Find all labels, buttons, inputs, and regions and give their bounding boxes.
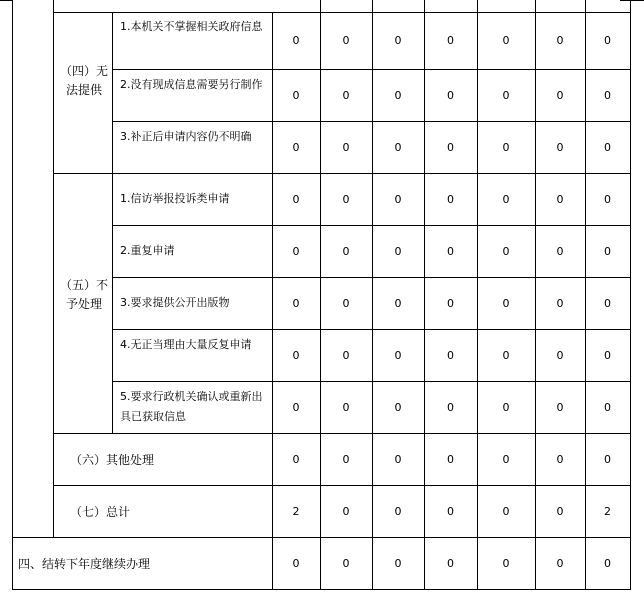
value-cell: 0 <box>604 88 611 102</box>
value-cell: 0 <box>394 452 402 466</box>
value-cell: 0 <box>447 504 454 518</box>
value-cell: 0 <box>394 34 402 47</box>
grid-line <box>477 0 478 590</box>
value-cell: 0 <box>447 192 454 206</box>
value-cell: 0 <box>556 88 564 102</box>
value-cell: 0 <box>556 504 564 518</box>
value-cell: 0 <box>394 348 402 362</box>
value-cell: 0 <box>447 348 454 362</box>
group-4-label-text: （四）无法提供 <box>59 64 108 97</box>
value-cell: 0 <box>604 400 611 414</box>
row-label: 1.信访举报投诉类申请 <box>120 192 230 205</box>
grid-line <box>53 433 631 434</box>
grid-line <box>630 0 631 590</box>
value-cell: 2 <box>292 504 300 518</box>
value-cell: 0 <box>502 556 510 570</box>
row-label: 3.要求提供公开出版物 <box>120 296 230 309</box>
value-cell: 0 <box>556 452 564 466</box>
value-cell: 0 <box>292 348 300 362</box>
value-cell: 0 <box>604 556 611 570</box>
value-cell: 0 <box>502 504 510 518</box>
value-cell: 0 <box>556 244 564 258</box>
value-cell: 0 <box>502 88 510 102</box>
grid-line <box>53 12 631 13</box>
grid-line <box>53 485 631 486</box>
grid-line <box>112 12 113 434</box>
row-label: 5.要求行政机关确认或重新出具已获取信息 <box>120 390 263 423</box>
value-cell: 0 <box>292 88 300 102</box>
value-cell: 0 <box>292 244 300 258</box>
value-cell: 0 <box>342 244 350 258</box>
value-cell: 0 <box>447 140 454 154</box>
value-cell: 0 <box>447 296 454 310</box>
value-cell: 0 <box>394 556 402 570</box>
value-cell: 0 <box>292 140 300 154</box>
value-cell: 0 <box>447 400 454 414</box>
grid-line <box>53 0 54 538</box>
value-cell: 0 <box>292 556 300 570</box>
grid-line <box>0 0 13 1</box>
value-cell: 0 <box>556 296 564 310</box>
grid-line <box>585 0 586 590</box>
group-4-label <box>56 62 112 100</box>
value-cell: 0 <box>292 296 300 310</box>
value-cell: 0 <box>292 192 300 206</box>
row-label: 3.补正后申请内容仍不明确 <box>120 130 252 143</box>
value-cell: 0 <box>502 348 510 362</box>
value-cell: 0 <box>502 140 510 154</box>
value-cell: 0 <box>502 400 510 414</box>
group-5-label <box>56 276 112 314</box>
carryover-label: 四、结转下年度继续办理 <box>18 557 151 571</box>
grid-line <box>320 0 321 590</box>
row-label: 2.没有现成信息需要另行制作 <box>120 78 263 91</box>
other-label: （六）其他处理 <box>70 453 155 467</box>
grid-line <box>12 0 13 590</box>
value-cell: 0 <box>447 244 454 258</box>
value-cell: 0 <box>604 192 611 206</box>
value-cell: 0 <box>292 400 300 414</box>
value-cell: 0 <box>604 452 611 466</box>
value-cell: 0 <box>556 556 564 570</box>
row-label: 1.本机关不掌握相关政府信息 <box>120 20 263 33</box>
value-cell: 0 <box>556 34 564 47</box>
value-cell: 0 <box>502 296 510 310</box>
grid-line <box>12 589 631 590</box>
value-cell: 0 <box>394 504 402 518</box>
grid-line <box>12 537 631 538</box>
value-cell: 0 <box>604 244 611 258</box>
value-cell: 0 <box>394 296 402 310</box>
value-cell: 0 <box>556 348 564 362</box>
value-cell: 0 <box>342 34 350 47</box>
grid-line <box>424 0 425 590</box>
total-label: （七）总计 <box>70 505 131 519</box>
row-label: 4.无正当理由大量反复申请 <box>120 338 252 351</box>
grid-line <box>53 173 631 174</box>
value-cell: 0 <box>556 192 564 206</box>
value-cell: 0 <box>502 34 510 47</box>
value-cell: 0 <box>604 140 611 154</box>
value-cell: 0 <box>394 140 402 154</box>
value-cell: 0 <box>604 348 611 362</box>
value-cell: 0 <box>394 88 402 102</box>
value-cell: 0 <box>447 556 454 570</box>
value-cell: 0 <box>394 192 402 206</box>
value-cell: 0 <box>502 244 510 258</box>
grid-line <box>372 0 373 590</box>
value-cell: 0 <box>292 34 300 47</box>
value-cell: 0 <box>342 348 350 362</box>
value-cell: 0 <box>502 452 510 466</box>
value-cell: 0 <box>394 400 402 414</box>
value-cell: 0 <box>394 244 402 258</box>
value-cell: 0 <box>604 296 611 310</box>
row-label: 2.重复申请 <box>120 244 175 257</box>
value-cell: 0 <box>342 140 350 154</box>
value-cell: 0 <box>502 192 510 206</box>
value-cell: 0 <box>604 34 611 47</box>
grid-line <box>272 12 273 590</box>
value-cell: 0 <box>342 296 350 310</box>
value-cell: 0 <box>292 452 300 466</box>
value-cell: 0 <box>447 452 454 466</box>
value-cell: 0 <box>342 504 350 518</box>
value-cell: 0 <box>447 88 454 102</box>
value-cell: 0 <box>342 556 350 570</box>
value-cell: 0 <box>342 88 350 102</box>
value-cell: 0 <box>447 34 454 47</box>
value-cell: 0 <box>342 400 350 414</box>
value-cell: 0 <box>556 140 564 154</box>
value-cell: 0 <box>556 400 564 414</box>
value-cell: 2 <box>604 504 611 518</box>
value-cell: 0 <box>342 192 350 206</box>
grid-line <box>535 0 536 590</box>
group-5-label-text: （五）不予处理 <box>59 278 108 311</box>
grid-line <box>620 0 644 1</box>
value-cell: 0 <box>342 452 350 466</box>
